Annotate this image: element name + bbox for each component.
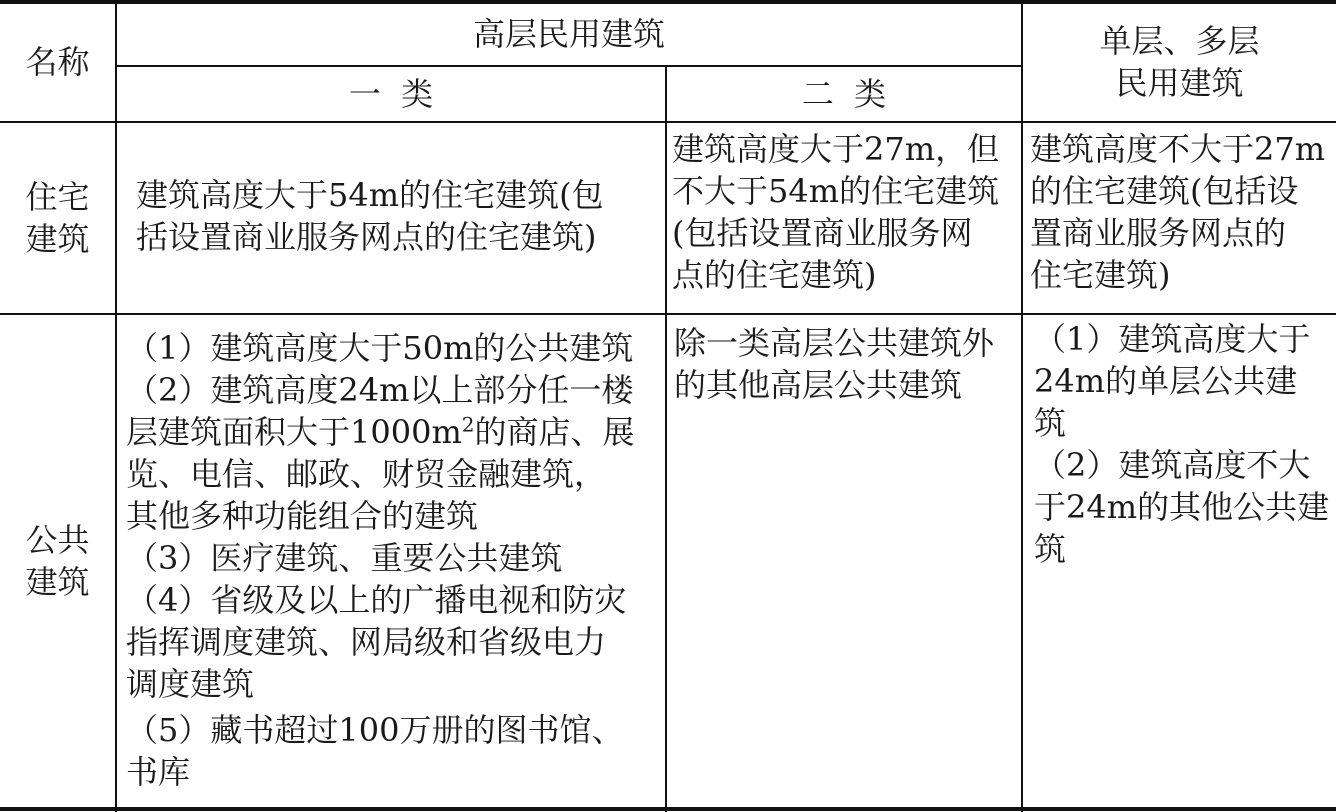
header-high-rise-text: 高层民用建筑 xyxy=(472,14,665,53)
residential-class-one-line1: 建筑高度大于54m的住宅建筑(包 xyxy=(136,176,604,214)
header-low-rise-line1: 单层、多层 xyxy=(1099,21,1260,60)
row-divider xyxy=(0,313,1336,315)
public-class-one-item-4-line2: 指挥调度建筑、网局级和省级电力 xyxy=(126,623,607,661)
public-low-item-2-line1: （2）建筑高度不大 xyxy=(1034,446,1311,484)
public-class-one-item-3: （3）医疗建筑、重要公共建筑 xyxy=(126,539,563,577)
residential-low-line1: 建筑高度不大于27m xyxy=(1030,130,1326,168)
public-class-one-item-2-line2b: 的商店、展 xyxy=(474,413,635,451)
public-class-one-item-2-line1: （2）建筑高度24m以上部分任一楼 xyxy=(126,371,634,409)
residential-name-line1: 住宅 xyxy=(25,178,90,216)
public-class-one-item-5-line1: （5）藏书超过100万册的图书馆、 xyxy=(126,711,624,749)
public-name-line1: 公共 xyxy=(25,521,90,559)
table-bottom-border xyxy=(0,807,1336,811)
col-divider-name xyxy=(115,0,117,812)
residential-class-two-line4: 点的住宅建筑) xyxy=(672,256,877,294)
public-low-item-1-line1: （1）建筑高度大于 xyxy=(1034,320,1311,358)
public-class-one-item-2-line2a: 层建筑面积大于1000m xyxy=(126,413,462,451)
residential-low-line3: 置商业服务网点的 xyxy=(1030,214,1287,252)
public-class-one-item-2-line2 xyxy=(126,411,662,453)
public-name-line2: 建筑 xyxy=(25,563,90,601)
public-class-one-item-2-line3: 览、电信、邮政、财贸金融建筑， xyxy=(126,455,607,493)
public-low-item-2-line3: 筑 xyxy=(1034,530,1067,568)
header-class-two-text: 二 类 xyxy=(801,75,887,113)
row-residential-class-two xyxy=(672,128,1020,296)
col-divider-highrise xyxy=(1021,0,1023,812)
public-class-one-item-4-line1: （4）省级及以上的广播电视和防灾 xyxy=(126,581,627,619)
header-class-two xyxy=(667,67,1021,121)
public-class-one-item-4-line3: 调度建筑 xyxy=(126,665,255,703)
header-high-rise xyxy=(117,2,1021,65)
row-public-name xyxy=(0,315,115,807)
public-class-one-item-1: （1）建筑高度大于50m的公共建筑 xyxy=(126,329,634,367)
public-low-item-1-line2: 24m的单层公共建 xyxy=(1034,362,1298,400)
public-low-item-2-line2: 于24m的其他公共建 xyxy=(1034,488,1330,526)
public-class-one-item-5-line2: 书库 xyxy=(126,753,191,791)
header-class-one xyxy=(117,67,665,121)
row-residential-low-rise xyxy=(1030,128,1334,296)
header-low-rise xyxy=(1023,2,1336,121)
residential-name-line2: 建筑 xyxy=(25,220,90,258)
public-class-two-line2: 的其他高层公共建筑 xyxy=(674,366,963,404)
residential-low-line4: 住宅建筑) xyxy=(1030,256,1171,294)
residential-class-two-line3: (包括设置商业服务网 xyxy=(672,214,973,252)
row-public-low-rise xyxy=(1034,318,1334,570)
residential-class-two-line1: 建筑高度大于27m，但 xyxy=(672,130,1000,168)
header-name-text: 名称 xyxy=(25,42,90,81)
public-class-two-line1: 除一类高层公共建筑外 xyxy=(674,324,995,362)
row-residential-name xyxy=(0,123,115,313)
residential-class-two-line2: 不大于54m的住宅建筑 xyxy=(672,172,1000,210)
header-bottom-border xyxy=(0,121,1336,123)
residential-low-line2: 的住宅建筑(包括设 xyxy=(1030,172,1299,210)
col-divider-class xyxy=(665,65,667,812)
row-public-class-two xyxy=(674,322,1020,406)
public-low-item-1-line3: 筑 xyxy=(1034,404,1067,442)
row-public-class-one xyxy=(126,327,662,793)
public-class-one-item-2-line4: 其他多种功能组合的建筑 xyxy=(126,497,479,535)
header-name xyxy=(0,2,115,121)
header-low-rise-line2: 民用建筑 xyxy=(1115,63,1244,102)
row-residential-class-one xyxy=(136,174,662,258)
header-class-one-text: 一 类 xyxy=(348,75,434,113)
residential-class-one-line2: 括设置商业服务网点的住宅建筑) xyxy=(136,218,597,256)
area-unit-superscript: 2 xyxy=(461,412,475,437)
